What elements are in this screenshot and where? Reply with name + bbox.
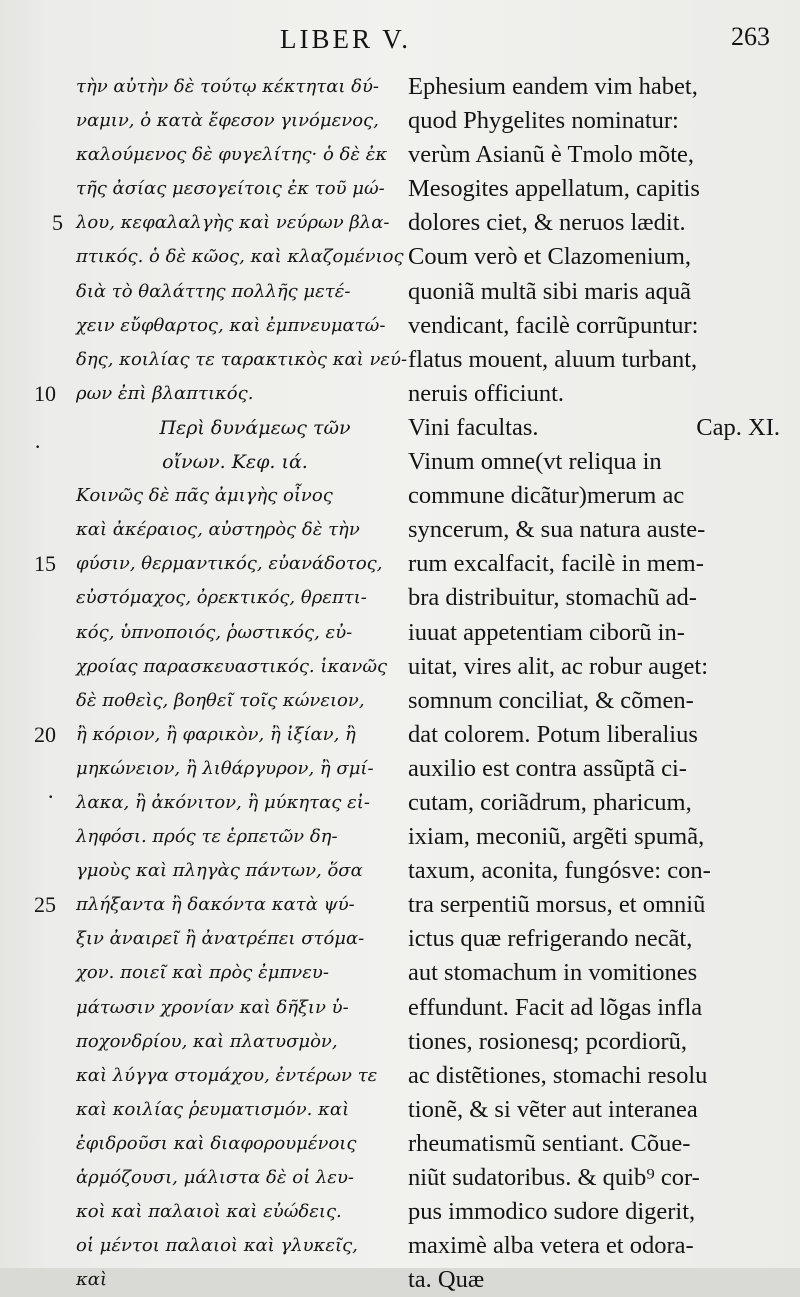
latin-text-line: ta. Quæ xyxy=(408,1266,485,1294)
margin-dot-mark: · xyxy=(34,434,42,459)
latin-text-line: ac distẽtiones, stomachi resolu xyxy=(408,1061,708,1089)
greek-text-line: τὴν αὐτὴν δὲ τούτῳ κέκτηται δύ- xyxy=(76,76,379,97)
latin-text-line: dat colorem. Potum liberalius xyxy=(408,720,698,748)
greek-text-line: φύσιν, θερμαντικός, εὐανάδοτος, xyxy=(76,553,383,575)
latin-text-line: ixiam, meconiũ, argẽti spumã, xyxy=(408,823,705,851)
greek-text-line: ἐφιδροῦσι καὶ διαφορουμένοις xyxy=(76,1132,357,1154)
greek-column xyxy=(76,70,408,1297)
greek-text-line: μάτωσιν χρονίαν καὶ δῆξιν ὑ- xyxy=(76,996,349,1018)
latin-text-line: ictus quæ refrigerando necãt, xyxy=(408,925,693,953)
greek-text-line: δης, κοιλίας τε ταρακτικὸς καὶ νεύ- xyxy=(76,348,408,370)
latin-text-line: bra distribuitur, stomachũ ad- xyxy=(408,584,697,612)
latin-text-line: rheumatismũ sentiant. Cõue- xyxy=(408,1129,691,1157)
margin-dot-mark: . xyxy=(48,778,54,803)
greek-text-line: πλήξαντα ἢ δακόντα κατὰ ψύ- xyxy=(76,894,355,916)
greek-text-line: καὶ xyxy=(76,1269,108,1291)
greek-text-line: χειν εὔφθαρτος, καὶ ἐμπνευματώ- xyxy=(76,314,386,336)
latin-text-line: pus immodico sudore digerit, xyxy=(408,1198,696,1226)
greek-text-line: ἢ κόριον, ἢ φαρικὸν, ἢ ἰξίαν, ἢ xyxy=(76,723,356,745)
latin-text-line: syncerum, & sua natura auste- xyxy=(408,516,706,544)
greek-text-block xyxy=(76,70,408,411)
greek-text-block xyxy=(76,479,394,1297)
latin-text-line: somnum conciliat, & cõmen- xyxy=(408,686,694,714)
greek-text-line: οἱ μέντοι παλαιοὶ καὶ γλυκεῖς, xyxy=(76,1235,358,1257)
greek-text-line: ναμιν, ὁ κατὰ ἔφεσον γινόμενος, xyxy=(76,110,379,132)
greek-text-line: γμοὺς καὶ πληγὰς πάντων, ὅσα xyxy=(76,860,363,882)
latin-text-line: dolores ciet, & neruos lædit. xyxy=(408,209,686,237)
latin-text-line: Vinum omne(vt reliqua in xyxy=(408,448,662,476)
latin-text-line: Mesogites appellatum, capitis xyxy=(408,175,700,203)
latin-text-line: Ephesium eandem vim habet, xyxy=(408,73,698,100)
margin-line-number: 25 xyxy=(34,892,56,918)
latin-text-line: vendicant, facilè corrũpuntur: xyxy=(408,311,699,339)
latin-text-line: quod Phygelites nominatur: xyxy=(408,107,679,135)
latin-text-block xyxy=(408,445,780,1297)
greek-text-line: τῆς ἀσίας μεσογείτοις ἐκ τοῦ μώ- xyxy=(76,178,385,200)
latin-text-line: effundunt. Facit ad lõgas infla xyxy=(408,993,703,1021)
greek-text-line: καὶ κοιλίας ῥευματισμόν. καὶ xyxy=(76,1098,350,1120)
greek-text-line: καὶ ἀκέραιος, αὐστηρὸς δὲ τὴν xyxy=(76,519,360,541)
latin-text-line: rum excalfacit, facilè in mem- xyxy=(408,550,704,578)
greek-text-line: ληφόσι. πρός τε ἑρπετῶν δη- xyxy=(76,826,338,848)
latin-text-line: niũt sudatoribus. & quib⁹ cor- xyxy=(408,1164,700,1191)
latin-text-line: verùm Asianũ è Tmolo mõte, xyxy=(408,141,695,169)
latin-text-line: auxilio est contra assũptã ci- xyxy=(408,754,687,782)
greek-text-line: καλούμενος δὲ φυγελίτης· ὁ δὲ ἐκ xyxy=(76,144,388,166)
latin-text-line: aut stomachum in vomitiones xyxy=(408,959,698,987)
page-number: 263 xyxy=(731,22,770,51)
greek-text-line: Κοινῶς δὲ πᾶς ἀμιγὴς οἶνος xyxy=(76,485,333,507)
latin-text-line: tra serpentiũ morsus, et omniũ xyxy=(408,891,706,919)
latin-text-line: uitat, vires alit, ac robur auget: xyxy=(408,652,709,680)
greek-text-line: ξιν ἀναιρεῖ ἢ ἀνατρέπει στόμα- xyxy=(76,928,365,950)
greek-text-line: χροίας παρασκευαστικός. ἱκανῶς xyxy=(76,655,388,677)
greek-text-line: ἁρμόζουσι, μάλιστα δὲ οἱ λευ- xyxy=(76,1167,354,1188)
latin-text-line: Coum verò et Clazomenium, xyxy=(408,243,692,271)
margin-line-number: 10 xyxy=(34,380,56,406)
greek-text-line: καὶ λύγγα στομάχου, ἐντέρων τε xyxy=(76,1064,378,1086)
margin-line-number: 20 xyxy=(34,721,56,747)
latin-text-line: quoniã multã sibi maris aquã xyxy=(408,277,692,305)
greek-chapter-heading: Περὶ δυνάμεως τῶν xyxy=(159,416,351,439)
greek-text-line: κοὶ καὶ παλαιοὶ καὶ εὐώδεις. xyxy=(76,1201,342,1223)
latin-text-line: tionẽ, & si vẽter aut interanea xyxy=(408,1095,698,1123)
latin-text-line: tiones, rosionesq; pcordiorũ, xyxy=(408,1027,687,1055)
greek-text-line: κός, ὑπνοποιός, ῥωστικός, εὐ- xyxy=(76,621,353,643)
latin-text-line: iuuat appetentiam ciborũ in- xyxy=(408,618,685,646)
greek-text-line: λακα, ἢ ἀκόνιτον, ἢ μύκητας εἰ- xyxy=(76,791,370,813)
running-head: LIBER V. xyxy=(280,24,412,54)
latin-text-line: neruis officiunt. xyxy=(408,379,565,407)
greek-text-line: ποχονδρίου, καὶ πλατυσμὸν, xyxy=(76,1030,338,1052)
latin-chapter-number: Cap. XI. xyxy=(696,413,780,441)
greek-text-line: μηκώνειον, ἢ λιθάργυρον, ἢ σμί- xyxy=(76,757,374,779)
page-header xyxy=(0,20,800,60)
latin-chapter-title: Vini facultas. xyxy=(408,413,539,441)
greek-text-line: δὲ ποθεὶς, βοηθεῖ τοῖς κώνειον, xyxy=(76,689,365,711)
latin-text-line: cutam, coriãdrum, pharicum, xyxy=(408,788,692,816)
latin-text-line: commune dicãtur)merum ac xyxy=(408,482,685,510)
latin-text-line: maximè alba vetera et odora- xyxy=(408,1232,694,1260)
greek-text-line: διὰ τὸ θαλάττης πολλῆς μετέ- xyxy=(76,280,351,302)
greek-text-line: χον. ποιεῖ καὶ πρὸς ἐμπνευ- xyxy=(76,962,329,984)
greek-text-line: εὐστόμαχος, ὀρεκτικός, θρεπτι- xyxy=(76,587,367,609)
greek-chapter-heading-line2: οἴνων. Κεφ. ιά. xyxy=(162,451,308,474)
margin-line-number: 15 xyxy=(34,551,56,577)
latin-text-line: taxum, aconita, fungósve: con- xyxy=(408,857,711,885)
latin-column xyxy=(408,70,780,1297)
greek-text-line: λου, κεφαλαλγὴς καὶ νεύρων βλα- xyxy=(76,212,390,234)
latin-chapter-heading xyxy=(408,411,780,445)
latin-text-block xyxy=(408,70,780,411)
greek-text-line: ρων ἐπὶ βλαπτικός. xyxy=(76,382,254,404)
margin-line-number: 5 xyxy=(52,210,63,236)
greek-text-line: πτικός. ὁ δὲ κῶος, καὶ κλαζομένιος xyxy=(76,246,404,268)
latin-text-line: flatus mouent, aluum turbant, xyxy=(408,345,698,373)
